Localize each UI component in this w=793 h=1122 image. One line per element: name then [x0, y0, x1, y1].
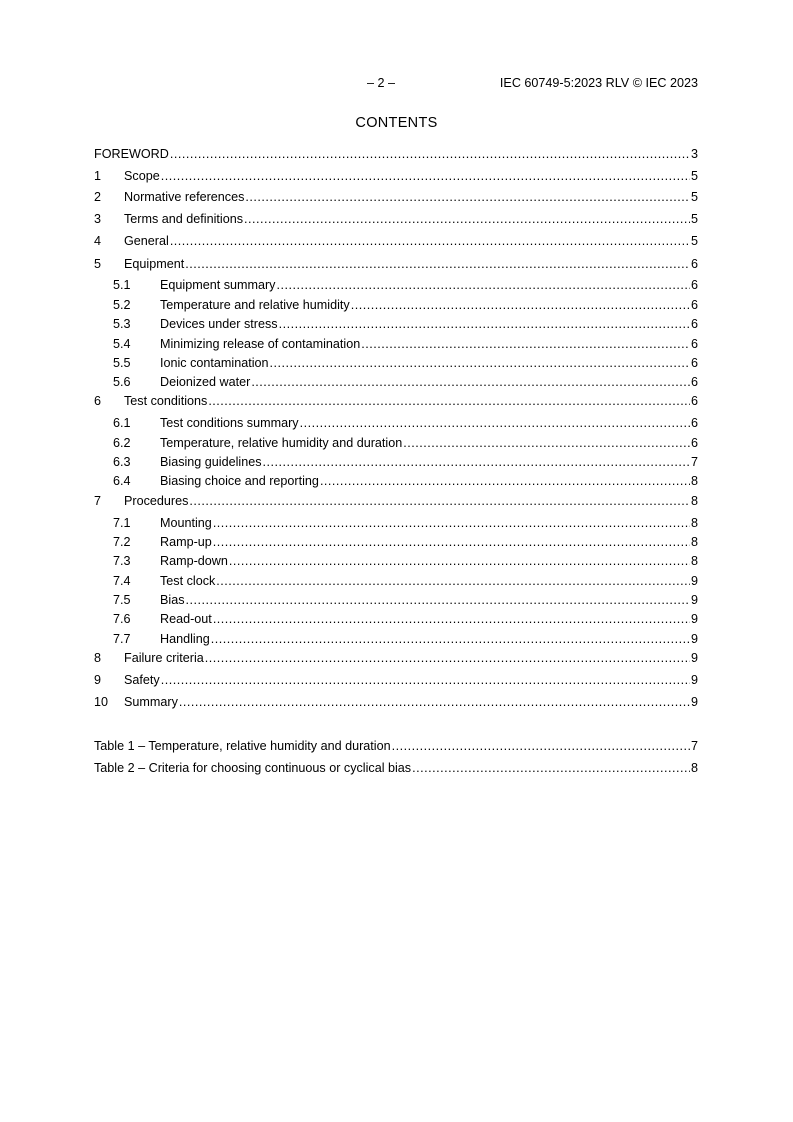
- toc-entry-page: 9: [690, 574, 698, 588]
- toc-entry-number: 9: [94, 673, 102, 687]
- leader-dots: [170, 146, 690, 162]
- leader-dots: [161, 672, 690, 688]
- toc-entry-number: 5.3: [113, 317, 131, 331]
- toc-entry-number: 5.1: [113, 278, 131, 292]
- toc-subentry[interactable]: [113, 336, 698, 352]
- toc-subentry[interactable]: [113, 592, 698, 608]
- standard-reference: IEC 60749-5:2023 RLV © IEC 2023: [499, 76, 698, 90]
- toc-entry-page: 9: [690, 612, 698, 626]
- toc-subentry[interactable]: [113, 297, 698, 313]
- toc-subentry[interactable]: [113, 611, 698, 627]
- toc-entry-text: General: [124, 234, 169, 248]
- toc-entry-foreword[interactable]: [94, 146, 698, 162]
- leader-dots: [179, 694, 690, 710]
- toc-entry-text: Normative references: [124, 190, 245, 204]
- toc-entry-text: Procedures: [124, 494, 189, 508]
- toc-entry-page: 9: [690, 673, 698, 687]
- toc-entry-text: Test conditions: [124, 394, 208, 408]
- toc-entry-text: Mounting: [160, 516, 212, 530]
- leader-dots: [213, 534, 690, 550]
- leader-dots: [279, 316, 690, 332]
- toc-entry-page: 6: [690, 394, 698, 408]
- toc-entry-number: 5.5: [113, 356, 131, 370]
- toc-table-entry[interactable]: [94, 760, 698, 776]
- toc-entry-page: 9: [690, 695, 698, 709]
- page-number: – 2 –: [367, 76, 396, 90]
- toc-entry-number: 6: [94, 394, 102, 408]
- page-header: [0, 76, 793, 92]
- toc-entry-page: 5: [690, 212, 698, 226]
- toc-entry-number: 7.5: [113, 593, 131, 607]
- toc-entry-page: 6: [690, 337, 698, 351]
- toc-entry-text: FOREWORD: [94, 147, 169, 161]
- leader-dots: [189, 493, 690, 509]
- toc-entry-text: Table 2 – Criteria for choosing continuous or cyclical bias: [94, 761, 412, 775]
- toc-entry-text: Deionized water: [160, 375, 251, 389]
- leader-dots: [300, 415, 690, 431]
- page-title: CONTENTS: [355, 115, 438, 131]
- toc-entry[interactable]: [94, 672, 698, 688]
- leader-dots: [213, 515, 690, 531]
- toc-entry-text: Scope: [124, 169, 160, 183]
- leader-dots: [229, 553, 690, 569]
- toc-entry[interactable]: [94, 233, 698, 249]
- leader-dots: [251, 374, 690, 390]
- toc-entry[interactable]: [94, 393, 698, 409]
- toc-entry-text: Summary: [124, 695, 178, 709]
- toc-entry-number: 8: [94, 651, 102, 665]
- toc-entry[interactable]: [94, 493, 698, 509]
- toc-subentry[interactable]: [113, 374, 698, 390]
- leader-dots: [361, 336, 690, 352]
- toc-entry-text: Safety: [124, 673, 160, 687]
- toc-entry-number: 5: [94, 257, 102, 271]
- leader-dots: [216, 573, 690, 589]
- toc-entry-page: 9: [690, 593, 698, 607]
- leader-dots: [185, 256, 690, 272]
- toc-entry-text: Test conditions summary: [160, 416, 299, 430]
- toc-entry-number: 5.2: [113, 298, 131, 312]
- leader-dots: [351, 297, 690, 313]
- toc-entry-number: 7.2: [113, 535, 131, 549]
- toc-entry-number: 6.1: [113, 416, 131, 430]
- leader-dots: [170, 233, 690, 249]
- toc-subentry[interactable]: [113, 553, 698, 569]
- toc-entry-text: Biasing guidelines: [160, 455, 262, 469]
- toc-entry-number: 5.6: [113, 375, 131, 389]
- toc-entry-number: 5.4: [113, 337, 131, 351]
- toc-entry[interactable]: [94, 168, 698, 184]
- toc-entry-page: 6: [690, 257, 698, 271]
- toc-entry-page: 6: [690, 278, 698, 292]
- toc-entry-number: 7.6: [113, 612, 131, 626]
- toc-entry-text: Equipment summary: [160, 278, 276, 292]
- toc-entry-text: Ionic contamination: [160, 356, 269, 370]
- toc-entry[interactable]: [94, 189, 698, 205]
- toc-entry-number: 7.1: [113, 516, 131, 530]
- toc-entry-number: 7.7: [113, 632, 131, 646]
- leader-dots: [320, 473, 690, 489]
- toc-entry[interactable]: [94, 694, 698, 710]
- toc-entry-text: Biasing choice and reporting: [160, 474, 319, 488]
- toc-subentry[interactable]: [113, 316, 698, 332]
- toc-entry-number: 6.4: [113, 474, 131, 488]
- toc-entry-text: Terms and definitions: [124, 212, 244, 226]
- toc-entry-page: 5: [690, 169, 698, 183]
- toc-entry-text: Ramp-up: [160, 535, 212, 549]
- leader-dots: [270, 355, 690, 371]
- leader-dots: [208, 393, 690, 409]
- toc-subentry[interactable]: [113, 454, 698, 470]
- toc-entry-page: 8: [690, 554, 698, 568]
- toc-entry-number: 7.4: [113, 574, 131, 588]
- toc-entry-text: Handling: [160, 632, 210, 646]
- toc-entry-page: 6: [690, 317, 698, 331]
- toc-subentry[interactable]: [113, 534, 698, 550]
- toc-entry-page: 6: [690, 298, 698, 312]
- toc-entry-text: Failure criteria: [124, 651, 204, 665]
- leader-dots: [403, 435, 690, 451]
- leader-dots: [412, 760, 690, 776]
- toc-subentry[interactable]: [113, 277, 698, 293]
- toc-entry-page: 6: [690, 375, 698, 389]
- toc-entry-number: 3: [94, 212, 102, 226]
- toc-entry[interactable]: [94, 256, 698, 272]
- toc-entry-text: Table 1 – Temperature, relative humidity and duration: [94, 739, 391, 753]
- toc-entry-text: Devices under stress: [160, 317, 278, 331]
- toc-subentry[interactable]: [113, 415, 698, 431]
- leader-dots: [263, 454, 690, 470]
- toc-entry-page: 8: [690, 761, 698, 775]
- toc-entry-page: 6: [690, 356, 698, 370]
- toc-entry-page: 5: [690, 234, 698, 248]
- toc-entry-number: 4: [94, 234, 102, 248]
- toc-entry-text: Test clock: [160, 574, 216, 588]
- toc-entry-page: 6: [690, 436, 698, 450]
- leader-dots: [244, 211, 690, 227]
- toc-entry-page: 9: [690, 651, 698, 665]
- toc-entry-number: 6.3: [113, 455, 131, 469]
- toc-entry-text: Temperature and relative humidity: [160, 298, 350, 312]
- toc-entry[interactable]: [94, 650, 698, 666]
- toc-entry-text: Ramp-down: [160, 554, 228, 568]
- toc-table-entry[interactable]: [94, 738, 698, 754]
- toc-entry-page: 5: [690, 190, 698, 204]
- toc-entry-number: 10: [94, 695, 109, 709]
- toc-entry-page: 8: [690, 494, 698, 508]
- toc-entry-page: 7: [690, 455, 698, 469]
- toc-entry-number: 1: [94, 169, 102, 183]
- toc-entry[interactable]: [94, 211, 698, 227]
- toc-entry-page: 8: [690, 516, 698, 530]
- toc-entry-text: Minimizing release of contamination: [160, 337, 361, 351]
- leader-dots: [213, 611, 690, 627]
- toc-entry-page: 8: [690, 535, 698, 549]
- toc-subentry[interactable]: [113, 355, 698, 371]
- toc-entry-page: 8: [690, 474, 698, 488]
- leader-dots: [392, 738, 690, 754]
- toc-entry-page: 3: [690, 147, 698, 161]
- toc-entry-page: 9: [690, 632, 698, 646]
- toc-subentry[interactable]: [113, 515, 698, 531]
- toc-subentry[interactable]: [113, 573, 698, 589]
- toc-entry-text: Temperature, relative humidity and duration: [160, 436, 403, 450]
- toc-entry-page: 6: [690, 416, 698, 430]
- toc-entry-text: Read-out: [160, 612, 212, 626]
- leader-dots: [186, 592, 690, 608]
- toc-subentry[interactable]: [113, 435, 698, 451]
- toc-entry-page: 7: [690, 739, 698, 753]
- leader-dots: [245, 189, 690, 205]
- toc-entry-number: 7: [94, 494, 102, 508]
- toc-entry-text: Bias: [160, 593, 185, 607]
- toc-subentry[interactable]: [113, 631, 698, 647]
- toc-entry-text: Equipment: [124, 257, 185, 271]
- leader-dots: [161, 168, 690, 184]
- toc-entry-number: 6.2: [113, 436, 131, 450]
- toc-subentry[interactable]: [113, 473, 698, 489]
- toc-entry-number: 2: [94, 190, 102, 204]
- leader-dots: [276, 277, 690, 293]
- leader-dots: [211, 631, 690, 647]
- toc-entry-number: 7.3: [113, 554, 131, 568]
- leader-dots: [205, 650, 690, 666]
